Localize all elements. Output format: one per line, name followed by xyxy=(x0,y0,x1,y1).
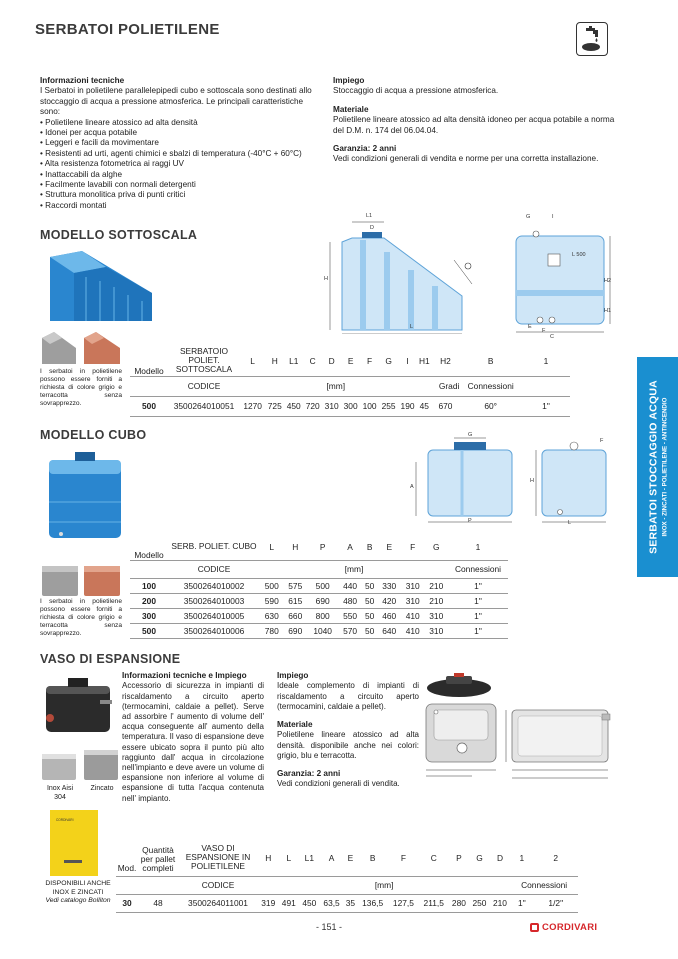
side-tab-subtitle: INOX - ZINCATI - POLIETILENE - ANTINCENDIO xyxy=(661,397,668,537)
value-cell: 1270 xyxy=(243,401,262,411)
value-cell: 460 xyxy=(382,610,397,621)
value-cell: 1" xyxy=(518,898,526,908)
value-cell: 330 xyxy=(382,580,397,591)
vaso-side-drawing xyxy=(502,700,614,784)
table-row xyxy=(130,396,570,416)
col-header: G xyxy=(476,852,483,863)
vaso-use-heading: Impiego xyxy=(277,671,309,680)
feature-item: • Idonei per acqua potabile xyxy=(40,128,323,138)
brand-logo xyxy=(530,922,597,933)
value-cell: 615 xyxy=(288,595,303,606)
catalog-note xyxy=(40,880,116,906)
col-header: H xyxy=(292,541,299,552)
value-cell: 1040 xyxy=(313,625,332,636)
table-row xyxy=(130,608,508,623)
col-header: D xyxy=(496,852,504,863)
col-header: I xyxy=(406,355,409,366)
col-header: D xyxy=(328,355,335,366)
col-header: H xyxy=(265,852,272,863)
model-cell: 500 xyxy=(142,401,156,411)
value-cell: 690 xyxy=(315,595,330,606)
cubo-side-drawing xyxy=(530,436,614,528)
col-header: A xyxy=(328,852,335,863)
code-cell: 3500264010006 xyxy=(183,625,245,636)
col-header: G xyxy=(385,355,392,366)
catalog-note-line: DISPONIBILI ANCHE INOX E ZINCATI xyxy=(45,880,111,896)
sub-header: Connessioni xyxy=(454,564,502,574)
dim-label: H xyxy=(324,276,328,282)
col-header: G xyxy=(432,541,440,552)
sub-header: CODICE xyxy=(187,381,221,391)
dim-label: H1 xyxy=(604,308,612,314)
value-cell: 1" xyxy=(474,610,482,621)
vaso-photo xyxy=(40,676,116,736)
col-header: H1 xyxy=(418,355,430,366)
vaso-title: VASO DI ESPANSIONE xyxy=(40,652,181,666)
value-cell: 720 xyxy=(305,401,320,411)
col-header: L xyxy=(286,852,292,863)
col-header: 2 xyxy=(553,852,559,863)
tech-info-text: I Serbatoi in polietilene parallelepipedi cubo e sottoscala sono destinati allo stoccaggio di acqua a pressione atmosferica. Le principali caratteristiche sono: xyxy=(40,86,312,117)
code-cell: 3500264010003 xyxy=(183,595,245,606)
col-header: C xyxy=(430,852,437,863)
col-header: L xyxy=(269,541,275,552)
cubo-table xyxy=(130,534,508,639)
value-cell: 420 xyxy=(382,595,397,606)
dim-label: A xyxy=(410,484,414,490)
value-cell: 550 xyxy=(343,610,358,621)
sottoscala-side-drawing xyxy=(506,212,614,340)
value-cell: 100 xyxy=(362,401,377,411)
value-cell: 300 xyxy=(343,401,358,411)
table-row xyxy=(130,623,508,638)
col-header: F xyxy=(367,355,373,366)
sottoscala-tank-photo xyxy=(46,247,156,325)
col-header: B xyxy=(366,541,373,552)
value-cell: 255 xyxy=(381,401,396,411)
value-cell: 1/2" xyxy=(548,898,564,908)
dim-label: F xyxy=(600,438,604,444)
value-cell: 63,5 xyxy=(323,898,340,908)
col-header: 1 xyxy=(519,852,525,863)
vaso-lid-photo xyxy=(424,672,494,700)
catalog-note-link[interactable]: Vedi catalogo Bolliton xyxy=(45,897,111,904)
warranty-heading: Garanzia: 2 anni xyxy=(333,144,397,154)
value-cell: 640 xyxy=(382,625,397,636)
value-cell: 127,5 xyxy=(392,898,414,908)
feature-item: • Resistenti ad urti, agenti chimici e sbalzi di temperatura (-40°C + 60°C) xyxy=(40,149,323,159)
cubo-title: MODELLO CUBO xyxy=(40,428,147,442)
col-header: F xyxy=(410,541,416,552)
color-variants-photo xyxy=(40,330,122,366)
brand-name: CORDIVARI xyxy=(542,922,598,933)
col-header: C xyxy=(309,355,316,366)
sottoscala-front-drawing xyxy=(322,212,492,334)
value-cell: 280 xyxy=(451,898,466,908)
code-cell: 3500264010051 xyxy=(173,401,235,411)
zincato-label: Zincato xyxy=(90,785,114,792)
vaso-top-drawing xyxy=(420,700,502,780)
cubo-color-note: I serbatoi in polietilene possono essere forniti a richiesta di colore grigio e terracotta senza sovrapprezzo. xyxy=(40,598,122,637)
value-cell: 250 xyxy=(472,898,487,908)
value-cell: 500 xyxy=(315,580,330,591)
value-cell: 50 xyxy=(364,595,375,606)
dim-label: F xyxy=(542,328,546,334)
vaso-warranty-heading: Garanzia: 2 anni xyxy=(277,769,341,779)
col-header: VASO DI ESPANSIONE IN POLIETILENE xyxy=(185,843,251,872)
feature-item: • Polietilene lineare atossico ad alta densità xyxy=(40,118,323,128)
feature-item: • Facilmente lavabili con normali detergenti xyxy=(40,180,323,190)
value-cell: 50 xyxy=(364,610,375,621)
sub-header: [mm] xyxy=(326,381,346,391)
col-header: Modello xyxy=(134,365,164,376)
value-cell: 210 xyxy=(492,898,507,908)
value-cell: 450 xyxy=(286,401,301,411)
dim-label: D xyxy=(370,225,374,231)
value-cell: 50 xyxy=(364,625,375,636)
material-heading: Materiale xyxy=(333,104,369,114)
value-cell: 1" xyxy=(474,625,482,636)
use-heading: Impiego xyxy=(333,76,365,85)
vaso-material-text: Polietilene lineare atossico ad alta densità. disponibile anche nei colori: grigio, blu e terracotta. xyxy=(277,730,419,760)
dim-label: G xyxy=(526,214,531,220)
col-header: H xyxy=(271,355,278,366)
vaso-metal-variants-photo xyxy=(40,748,120,782)
value-cell: 60° xyxy=(484,401,498,411)
feature-item: • Inattaccabili da alghe xyxy=(40,170,323,180)
value-cell: 319 xyxy=(261,898,276,908)
value-cell: 310 xyxy=(405,580,420,591)
sub-header: [mm] xyxy=(374,880,394,890)
value-cell: 440 xyxy=(343,580,358,591)
inox-label: Inox Aisi 304 xyxy=(46,785,74,801)
col-header: E xyxy=(386,541,393,552)
code-cell: 3500264011001 xyxy=(188,898,248,908)
sottoscala-color-note: I serbatoi in polietilene possono essere forniti a richiesta di colore grigio e terracotta senza sovrapprezzo. xyxy=(40,368,122,407)
vaso-use-text: Ideale complemento di impianti di riscaldamento a circuito aperto (termocamini, caldaie a pellet). xyxy=(277,681,419,711)
value-cell: 630 xyxy=(264,610,279,621)
section-side-tab xyxy=(637,357,678,577)
col-header: E xyxy=(347,852,354,863)
model-cell: 100 xyxy=(142,580,156,591)
value-cell: 450 xyxy=(302,898,317,908)
value-cell: 670 xyxy=(438,401,453,411)
table-row xyxy=(116,894,578,912)
vaso-table xyxy=(116,840,578,913)
col-header: E xyxy=(347,355,354,366)
sub-header: CODICE xyxy=(201,880,235,890)
code-cell: 3500264010005 xyxy=(183,610,245,621)
col-header: SERBATOIO POLIET. SOTTOSCALA xyxy=(175,346,233,375)
value-cell: 310 xyxy=(429,610,444,621)
value-cell: 480 xyxy=(343,595,358,606)
brand-mark-icon xyxy=(530,923,539,932)
value-cell: 211,5 xyxy=(423,898,444,908)
col-header: 1 xyxy=(475,541,481,552)
col-header: B xyxy=(487,355,494,366)
sottoscala-table xyxy=(130,346,570,417)
value-cell: 725 xyxy=(267,401,282,411)
dim-label: P xyxy=(468,518,472,524)
sub-header: Connessioni xyxy=(521,880,568,890)
vaso-tech-text: Accessorio di sicurezza in impianti di riscaldamento a circuito aperto (termocamini, caldaie a pellet). Serve ad assorbire l' aumento di volume dell' acqua conseguente all' aumento della temperatura. Il vaso di espansione deve essere ubicato sopra il punto più alto raggiunto dall' acqua in circolazione nell'impianto e deve avere un volume di espansione non inferiore al volume di espansione di tutta l'acqua contenuta nell' impianto. xyxy=(122,681,264,803)
col-header: A xyxy=(347,541,353,552)
vaso-tech-heading: Informazioni tecniche e Impiego xyxy=(122,671,247,680)
side-tab-title: SERBATOI STOCCAGGIO ACQUA xyxy=(647,380,659,554)
col-header: B xyxy=(369,852,376,863)
value-cell: 50 xyxy=(364,580,375,591)
value-cell: 190 xyxy=(400,401,415,411)
warranty-text: Vedi condizioni generali di vendita e norme per una corretta installazione. xyxy=(333,154,599,164)
col-header: Quantità per pallet completi xyxy=(140,844,176,873)
col-header: L1 xyxy=(289,355,299,366)
model-cell: 500 xyxy=(142,625,156,636)
page-title: SERBATOI POLIETILENE xyxy=(35,21,220,38)
feature-item: • Leggeri e facili da movimentare xyxy=(40,138,323,148)
catalog-cover-title: CORDIVARI xyxy=(56,818,74,822)
col-header: L xyxy=(250,355,255,366)
col-header: L1 xyxy=(304,852,314,863)
color-variants-photo xyxy=(40,562,122,598)
cubo-front-drawing xyxy=(410,432,518,526)
sub-header: [mm] xyxy=(344,564,364,574)
value-cell: 210 xyxy=(429,595,444,606)
model-cell: 200 xyxy=(142,595,156,606)
catalog-cover[interactable] xyxy=(50,810,98,876)
feature-item: • Raccordi montati xyxy=(40,201,323,211)
dim-label: L xyxy=(568,520,572,526)
dim-label: I xyxy=(552,214,554,220)
qty-cell: 48 xyxy=(153,898,163,908)
dim-label: E xyxy=(528,324,532,330)
value-cell: 310 xyxy=(429,625,444,636)
value-cell: 1" xyxy=(474,595,482,606)
tech-info-heading: Informazioni tecniche xyxy=(40,76,125,85)
value-cell: 800 xyxy=(315,610,330,621)
value-cell: 310 xyxy=(405,595,420,606)
dim-label: C xyxy=(550,334,554,340)
faucet-tank-icon xyxy=(576,22,608,56)
table-row xyxy=(130,593,508,608)
col-header: 1 xyxy=(543,355,549,366)
col-header: H2 xyxy=(440,355,451,366)
feature-item: • Alta resistenza fotometrica ai raggi UV xyxy=(40,159,323,169)
cubo-tank-photo xyxy=(45,450,125,542)
col-header: SERB. POLIET. CUBO xyxy=(171,541,257,552)
dim-label: L xyxy=(410,324,414,330)
feature-item: • Struttura monolitica priva di punti critici xyxy=(40,190,323,200)
value-cell: 500 xyxy=(264,580,279,591)
value-cell: 136,5 xyxy=(362,898,384,908)
value-cell: 210 xyxy=(429,580,444,591)
col-header: F xyxy=(400,852,406,863)
col-header: Mod. xyxy=(117,862,137,873)
dim-label: L 500 xyxy=(572,252,586,258)
sub-header: Connessioni xyxy=(467,381,514,391)
page-number: - 151 - xyxy=(316,922,343,932)
value-cell: 45 xyxy=(419,401,429,411)
value-cell: 660 xyxy=(288,610,303,621)
sub-header: CODICE xyxy=(197,564,231,574)
value-cell: 35 xyxy=(345,898,356,908)
model-cell: 30 xyxy=(122,898,132,908)
col-header: P xyxy=(319,541,326,552)
value-cell: 410 xyxy=(405,610,420,621)
value-cell: 575 xyxy=(288,580,303,591)
col-header: Modello xyxy=(134,549,164,560)
value-cell: 1" xyxy=(474,580,482,591)
feature-list xyxy=(40,118,323,212)
sub-header: Gradi xyxy=(438,381,460,391)
value-cell: 570 xyxy=(343,625,358,636)
code-cell: 3500264010002 xyxy=(183,580,245,591)
vaso-warranty-text: Vedi condizioni generali di vendita. xyxy=(277,779,400,789)
sottoscala-title: MODELLO SOTTOSCALA xyxy=(40,228,198,242)
value-cell: 310 xyxy=(324,401,339,411)
dim-label: L1 xyxy=(366,213,373,219)
value-cell: 780 xyxy=(264,625,279,636)
dim-label: H xyxy=(530,478,534,484)
dim-label: H2 xyxy=(604,278,612,284)
value-cell: 1" xyxy=(542,401,550,411)
value-cell: 491 xyxy=(281,898,296,908)
col-header: P xyxy=(456,852,462,863)
dim-label: G xyxy=(468,432,473,438)
use-text: Stoccaggio di acqua a pressione atmosferica. xyxy=(333,86,499,96)
table-row xyxy=(130,578,508,593)
value-cell: 410 xyxy=(405,625,420,636)
catalog-cover-mark xyxy=(64,860,82,863)
vaso-material-heading: Materiale xyxy=(277,720,313,730)
value-cell: 690 xyxy=(288,625,303,636)
model-cell: 300 xyxy=(142,610,156,621)
value-cell: 590 xyxy=(264,595,279,606)
material-text: Polietilene lineare atossico ad alta densità idoneo per acqua potabile a norma del D.M. n. 174 del 06.04.04. xyxy=(333,115,615,135)
